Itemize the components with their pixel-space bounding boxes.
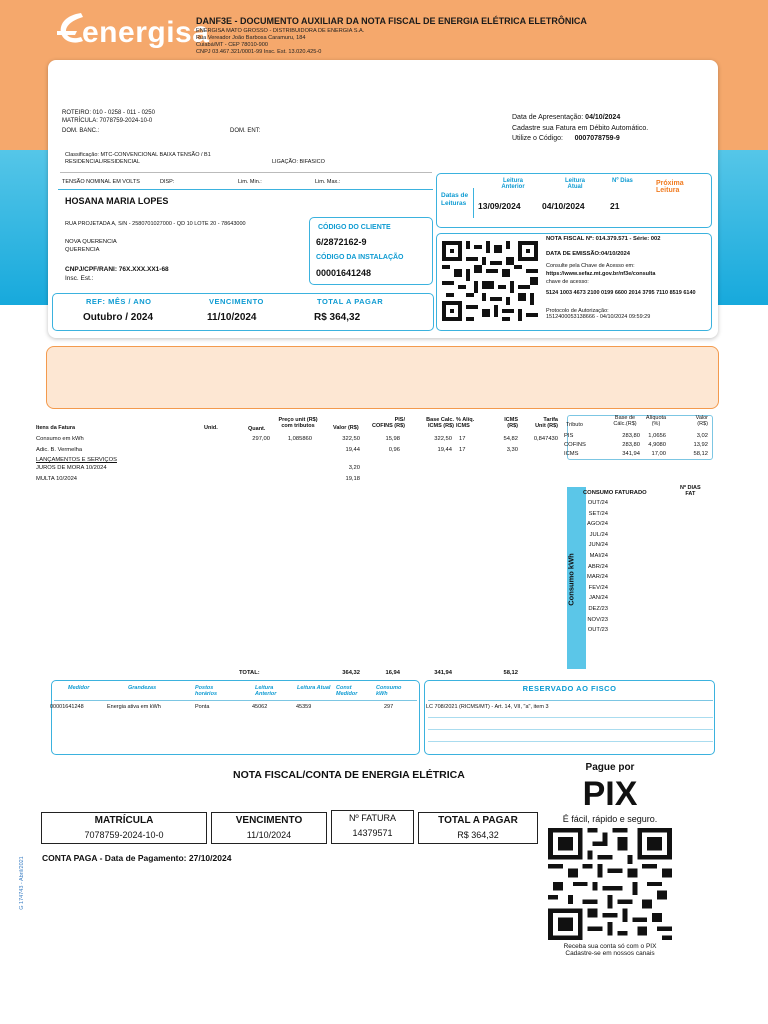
nota-protocolo-label: Protocolo de Autorização: bbox=[546, 308, 609, 314]
logo-text: energisa bbox=[82, 16, 210, 49]
divider bbox=[428, 729, 713, 730]
col-valor: Valor (R$) bbox=[333, 425, 359, 431]
nota-consulte: Consulte pela Chave de Acesso em: bbox=[546, 263, 635, 269]
customer-insc: Insc. Est.: bbox=[65, 275, 94, 282]
pix-title: PIX bbox=[582, 775, 638, 813]
tributo-valor: 3,02 bbox=[696, 433, 708, 439]
tributo-aliq: 17,00 bbox=[651, 451, 666, 457]
footer-fatura: 14379571 bbox=[352, 828, 393, 838]
company-line: CNPJ 03.467.321/0001-99 Insc. Est. 13.020.425-0 bbox=[196, 49, 322, 55]
col-icms: ICMS (R$) bbox=[504, 417, 518, 429]
medidor-cell: 45359 bbox=[296, 704, 312, 710]
divider bbox=[428, 700, 713, 701]
company-line: ENERGISA MATO GROSSO - DISTRIBUIDORA DE ENERGIA S.A. bbox=[196, 28, 365, 34]
tributo-header: Tributo bbox=[566, 422, 583, 428]
divider bbox=[54, 700, 417, 701]
customer-city: NOVA QUERENCIA bbox=[65, 239, 117, 245]
medidor-cell: 297 bbox=[384, 704, 394, 710]
energisa-logo-icon bbox=[55, 11, 85, 49]
tributo-base: 283,80 bbox=[622, 442, 640, 448]
divider bbox=[58, 189, 433, 190]
consumo-month: MAR/24 bbox=[587, 574, 608, 581]
col-unid: Unid. bbox=[204, 425, 218, 431]
medidor-cell: Ponta bbox=[195, 704, 210, 710]
fisco-title: RESERVADO AO FISCO bbox=[522, 684, 617, 693]
medidor-header: Const Medidor bbox=[336, 685, 358, 697]
codigo-instalacao-label: CÓDIGO DA INSTALAÇÃO bbox=[316, 254, 404, 261]
vencimento-value: 11/10/2024 bbox=[207, 312, 257, 323]
tributo-aliq: 4,9080 bbox=[648, 442, 666, 448]
nota-emissao: DATA DE EMISSÃO:04/10/2024 bbox=[546, 251, 630, 257]
dias-label: Nº Dias bbox=[612, 178, 633, 184]
leitura-anterior-label: Leitura Anterior bbox=[501, 178, 525, 190]
item-name: MULTA 10/2024 bbox=[36, 476, 78, 482]
total-row-base: 341,94 bbox=[434, 670, 452, 676]
col-quant: Quant. bbox=[248, 426, 266, 432]
tributo-valor: 58,12 bbox=[693, 451, 708, 457]
tributo-aliq: 1,0656 bbox=[648, 433, 666, 439]
fisco-text: LC 708/2021 (RICMS/MT) - Art. 14, VII, "a", item 3 bbox=[426, 704, 549, 710]
customer-city-2: QUERENCIA bbox=[65, 247, 100, 253]
leituras-label: Leituras bbox=[441, 200, 467, 207]
dom-ent: DOM. ENT: bbox=[230, 128, 261, 134]
conta-paga: CONTA PAGA - Data de Pagamento: 27/10/2024 bbox=[42, 853, 232, 863]
leitura-atual-label: Leitura Atual bbox=[564, 178, 585, 190]
customer-cpf: CNPJ/CPF/RANI: 76X.XXX.XX1-68 bbox=[65, 266, 169, 273]
item-base: 322,50 bbox=[434, 436, 452, 442]
debito-automatico-text: Cadastre sua Fatura em Débito Automático. bbox=[512, 125, 649, 132]
item-quant: 297,00 bbox=[252, 436, 270, 442]
pague-por: Pague por bbox=[585, 762, 635, 773]
col-pis: PIS/ COFINS (R$) bbox=[372, 417, 405, 429]
item-aliq: 17 bbox=[459, 436, 466, 442]
disp-label: DISP: bbox=[160, 179, 175, 185]
medidor-cell: 45062 bbox=[252, 704, 268, 710]
lim-min-label: Lim. Min.: bbox=[238, 179, 262, 185]
dias: 21 bbox=[610, 201, 620, 211]
classificacao: Classificação: MTC-CONVENCIONAL BAIXA TENSÃO / B1 bbox=[65, 152, 211, 158]
consumo-dias-header: Nº DIAS FAT bbox=[680, 485, 701, 497]
message-box bbox=[46, 346, 719, 409]
footer-total-label: TOTAL A PAGAR bbox=[438, 815, 518, 826]
leitura-anterior: 13/09/2024 bbox=[478, 201, 521, 211]
consumo-month: OUT/24 bbox=[587, 500, 608, 506]
tributo-name: ICMS bbox=[564, 451, 579, 457]
item-preco: 1,085860 bbox=[287, 436, 312, 442]
total-label: TOTAL A PAGAR bbox=[317, 297, 384, 306]
item-name: LANÇAMENTOS E SERVIÇOS bbox=[36, 457, 117, 463]
pix-facil: É fácil, rápido e seguro. bbox=[562, 814, 658, 824]
tributo-name: PIS bbox=[564, 433, 574, 439]
ref-label: REF: MÊS / ANO bbox=[86, 297, 152, 306]
pix-cadastre: Cadastre-se em nossos canais bbox=[565, 950, 655, 957]
item-icms: 54,82 bbox=[503, 436, 518, 442]
tributo-name: COFINS bbox=[564, 442, 586, 448]
consumo-month: OUT/23 bbox=[587, 627, 608, 634]
footer-fatura-label: Nº FATURA bbox=[348, 813, 397, 823]
roteiro: ROTEIRO: 010 - 0258 - 011 - 0250 bbox=[62, 110, 155, 116]
consumo-month: FEV/24 bbox=[588, 584, 608, 591]
ligacao: LIGAÇÃO: BIFASICO bbox=[272, 159, 325, 165]
ref-value: Outubro / 2024 bbox=[83, 312, 154, 323]
item-pis: 0,96 bbox=[388, 447, 400, 453]
item-valor: 322,50 bbox=[342, 436, 360, 442]
tributo-base: 283,80 bbox=[622, 433, 640, 439]
col-base: Base Calc. ICMS (R$) bbox=[426, 417, 454, 429]
consumo-month: JUL/24 bbox=[589, 531, 608, 538]
col-aliq: % Alíq. ICMS bbox=[456, 417, 475, 429]
footer-matricula-label: MATRÍCULA bbox=[94, 815, 154, 826]
item-valor: 19,18 bbox=[345, 476, 360, 482]
customer-name: HOSANA MARIA LOPES bbox=[65, 196, 169, 206]
consumo-month: MAI/24 bbox=[589, 553, 608, 559]
divider bbox=[473, 188, 474, 218]
codigo-instalacao: 00001641248 bbox=[316, 268, 372, 278]
pix-receba: Receba sua conta só com o PIX bbox=[563, 943, 657, 950]
divider bbox=[428, 741, 713, 742]
dom-banc: DOM. BANC.: bbox=[62, 128, 100, 134]
nota-numero: NOTA FISCAL Nº: 014.379.571 - Série: 002 bbox=[546, 236, 661, 242]
footer-vencimento-label: VENCIMENTO bbox=[235, 815, 303, 826]
divider bbox=[60, 172, 432, 173]
residencial: RESIDENCIAL/RESIDENCIAL bbox=[65, 159, 140, 165]
item-tarifa: 0,847430 bbox=[533, 436, 558, 442]
datas-label: Datas de bbox=[441, 192, 469, 199]
tributo-base-header: Base de Cálc.(R$) bbox=[613, 415, 637, 427]
item-base: 19,44 bbox=[437, 447, 452, 453]
nota-chave: 5124 1003 4673 2100 0199 6600 2014 3795 7110 8519 6140 bbox=[546, 290, 696, 296]
tributo-aliq-header: Alíquota (%) bbox=[645, 415, 667, 427]
consumo-month: JUN/24 bbox=[588, 542, 608, 549]
total-row-valor: 364,32 bbox=[342, 670, 360, 676]
side-code: G 174743 - Abril/2021 bbox=[19, 856, 25, 910]
nota-protocolo: 1512400053138666 - 04/10/2024 09:59:29 bbox=[546, 314, 651, 320]
matricula: MATRÍCULA: 7078759-2024-10-0 bbox=[62, 118, 153, 124]
total-value: R$ 364,32 bbox=[314, 312, 361, 323]
item-name: Consumo em kWh bbox=[36, 436, 84, 442]
data-apresentacao: Data de Apresentação: 04/10/2024 bbox=[512, 114, 621, 121]
tributo-base: 341,94 bbox=[622, 451, 640, 457]
item-name: JUROS DE MORA 10/2024 bbox=[36, 465, 107, 471]
consumo-month: DEZ/23 bbox=[588, 606, 608, 612]
leitura-atual: 04/10/2024 bbox=[542, 201, 585, 211]
col-preco: Preço unit (R$) com tributos bbox=[278, 417, 318, 429]
customer-address: RUA PROJETADA A, S/N - 2580701027000 - QD 10 LOTE 20 - 78643000 bbox=[65, 221, 246, 227]
codigo-cliente: 6/2872162-9 bbox=[316, 237, 367, 247]
vencimento-label: VENCIMENTO bbox=[209, 297, 264, 306]
nota-chave-label: chave de acesso: bbox=[546, 279, 589, 285]
nota-url[interactable]: https://www.sefaz.mt.gov.br/nf3e/consulta bbox=[546, 271, 656, 277]
proxima-leitura-label: Próxima Leitura bbox=[656, 180, 684, 194]
consumo-month: SET/24 bbox=[588, 510, 608, 517]
consumo-title: CONSUMO FATURADO bbox=[583, 490, 647, 496]
item-name: Adic. B. Vermelha bbox=[36, 447, 83, 453]
medidor-header: Leitura Anterior bbox=[255, 685, 277, 697]
col-item: Itens da Fatura bbox=[36, 425, 76, 431]
item-aliq: 17 bbox=[459, 447, 466, 453]
nota-qr-code-icon bbox=[442, 240, 538, 322]
consumo-month: AGO/24 bbox=[587, 521, 608, 528]
total-row-label: TOTAL: bbox=[239, 670, 260, 676]
footer-vencimento: 11/10/2024 bbox=[246, 830, 292, 840]
medidor-cell: 00001641248 bbox=[50, 704, 84, 710]
footer-matricula: 7078759-2024-10-0 bbox=[84, 830, 164, 840]
consumo-month: JAN/24 bbox=[588, 595, 608, 602]
consumo-axis-label: Consumo kWh bbox=[566, 553, 576, 606]
medidor-header: Leitura Atual bbox=[297, 685, 331, 691]
company-line: Rua Vereador João Barbosa Caramuru, 184 bbox=[196, 35, 306, 41]
item-pis: 15,98 bbox=[385, 436, 400, 442]
company-line: Cuiabá/MT - CEP 78010-900 bbox=[196, 42, 268, 48]
utilize-codigo: Utilize o Código: 0007078759-9 bbox=[512, 135, 620, 142]
medidor-header: Consumo kWh bbox=[376, 685, 402, 697]
footer-title: NOTA FISCAL/CONTA DE ENERGIA ELÉTRICA bbox=[233, 769, 465, 781]
lim-max-label: Lim. Max.: bbox=[315, 179, 341, 185]
consumo-month: ABR/24 bbox=[588, 563, 608, 570]
footer-total: R$ 364,32 bbox=[457, 830, 499, 840]
item-valor: 19,44 bbox=[345, 447, 360, 453]
medidor-header: Medidor bbox=[68, 685, 90, 691]
total-row-pis: 16,94 bbox=[385, 670, 400, 676]
tensao-label: TENSÃO NOMINAL EM VOLTS bbox=[62, 179, 140, 185]
total-row-icms: 58,12 bbox=[503, 670, 518, 676]
medidor-cell: Energia ativa em kWh bbox=[107, 704, 161, 710]
medidor-header: Postos horários bbox=[195, 685, 218, 697]
codigo-cliente-label: CÓDIGO DO CLIENTE bbox=[318, 224, 391, 231]
divider bbox=[428, 717, 713, 718]
item-valor: 3,20 bbox=[348, 465, 360, 471]
item-icms: 3,30 bbox=[506, 447, 518, 453]
document-title: DANF3E - DOCUMENTO AUXILIAR DA NOTA FISCAL DE ENERGIA ELÉTRICA ELETRÔNICA bbox=[196, 16, 587, 26]
tributo-valor: 13,92 bbox=[693, 442, 708, 448]
medidor-header: Grandezas bbox=[128, 685, 157, 691]
pix-qr-code-icon[interactable] bbox=[548, 828, 672, 940]
tributo-valor-header: Valor (R$) bbox=[695, 415, 708, 427]
consumo-month: NOV/23 bbox=[587, 616, 608, 623]
col-tarifa: Tarifa Unit (R$) bbox=[535, 417, 558, 429]
